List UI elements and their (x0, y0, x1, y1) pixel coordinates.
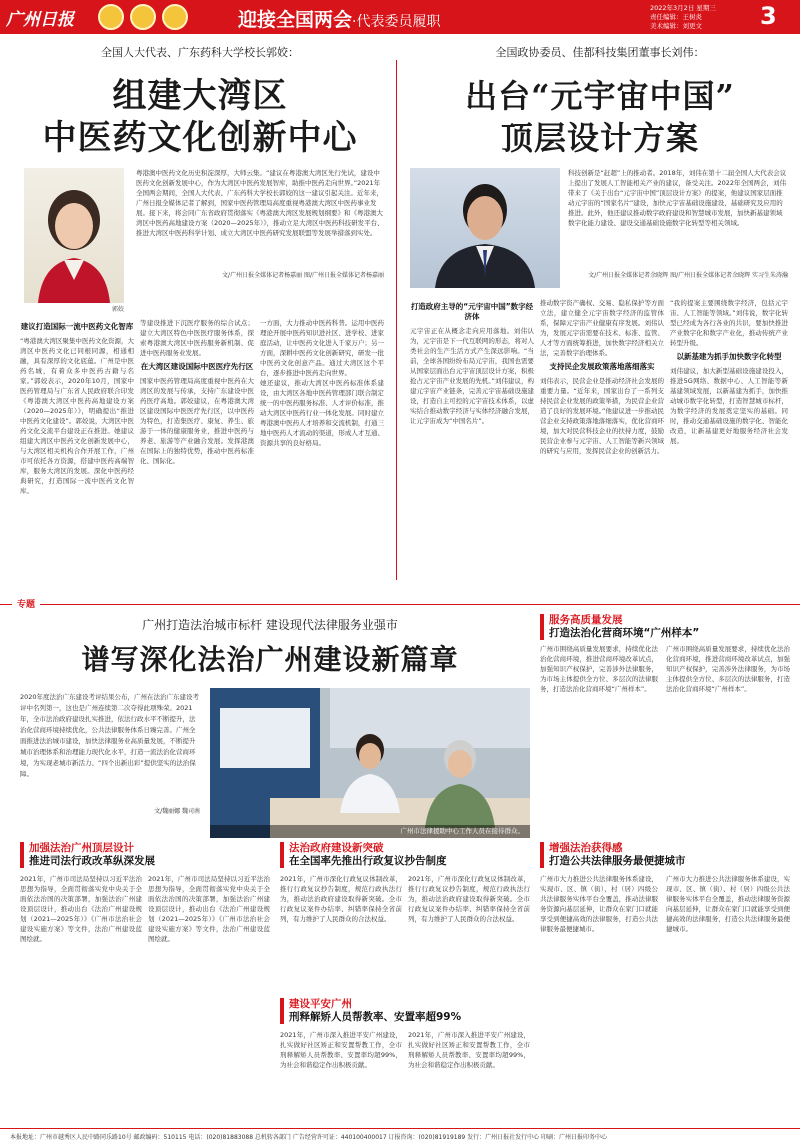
box-title-high-quality: 服务高质量发展 打造法治化营商环境“广州样本” (540, 614, 790, 640)
portrait-figure (24, 168, 124, 303)
special-kicker: 广州打造法治城市标杆 建设现代法律服务业强市 (142, 618, 398, 632)
box1-column-2: 2021年，广州市司法局坚持以习近平法治思想为指导，全面贯彻落实党中央关于全面依法治国的决策部署，加强法治广州建设顶层设计，推动出台《法治广州建设规划（2021—2025年）》《广州市法治社会建设实施方案》等文件，法治广州建设蓝图绘就。 (148, 875, 270, 943)
box3-column-2: 广州市围绕高质量发展要求，持续优化法治化营商环境，推进营商环境改革试点，加强知识产权保护，完善涉外法律服务，为市场主体提供全方位、多层次的法律服务，打造法治化营商环境“广州样本”。 (666, 645, 790, 693)
right-column-2: 推动数字资产确权、交易、隐私保护等方面立法，建立健全元宇宙数字经济的监管体系，保障元宇宙产业健康有序发展。刘伟认为，发展元宇宙需要在技术、标准、监管、人才等方面统筹推进，加快数字经济相关立法，完善数字治理体系。 支持民企发展政策落地落细落实 刘伟表示，民营企业是推动经济社会发展的重要力量。“近年来，国家出台了一系列支持民营企业发展的政策举措，为民营企业营造了良好的发展环境。”他建议进一步推动民营企业支持政策落地落细落实，优化营商环境，加大对民营科技企业的扶持力度，鼓励民营企业参与元宇宙、人工智能等新兴领域的研究与应用，发挥民营企业的创新活力。 (540, 299, 664, 455)
emblem-icon (98, 4, 124, 30)
column-divider (396, 60, 397, 580)
special-credit: 文/魏丽娜 魏司南 (154, 808, 200, 815)
box4-column-2: 2021年，广州市深入推进平安广州建设，扎实做好社区矫正和安置帮教工作，全市刑释解矫人员帮教率、安置率均超99%，为社会和谐稳定作出积极贡献。 (408, 1031, 530, 1069)
left-column-2: 等建设推进下沉医疗服务的综合试点；建立大湾区特色中医医疗服务体系，探索粤港澳大湾区中医药服务新机制、促进中医药服务业发展。 在大湾区建设国际中医医疗先行区 国家中医药管理局高度重视中医药在大湾区的发展与传承，支持广东建设中医药医疗高地。郭姣建议，在粤港澳大湾区建设国际中医医疗先行区，以中医药为特色，打造集医疗、康复、养生、旅游于一体的健康服务业，推进中医药与养老、旅游等产业融合发展。发挥港澳在国际上的独特优势，推动中医药标准化、国际化。 (140, 319, 254, 465)
left-kicker: 全国人大代表、广东药科大学校长郭姣： (101, 46, 299, 59)
left-subhead-2: 在大湾区建设国际中医医疗先行区 (140, 362, 254, 371)
box1-column-1: 2021年，广州市司法局坚持以习近平法治思想为指导，全面贯彻落实党中央关于全面依法治国的决策部署，加强法治广州建设顶层设计，推动出台《法治广州建设规划（2021—2025年）》《广州市法治社会建设实施方案》等文件，法治广州建设蓝图绘就。 (20, 875, 142, 943)
right-headline-2: 顶层设计方案 (500, 119, 699, 157)
special-section-tag: 专题 (12, 597, 40, 610)
emblem-icon (162, 4, 188, 30)
right-intro: 科技创新是“赶超”上的推动者。2018年，刘伟在第十二届全国人大代表会议上提出了发展人工智能相关产业的建议，备受关注。2022年全国两会，刘伟带来了《关于出台“元宇宙中国”顶层设计方案》的提案，他建议国家层面推动元宇宙的“国家名片”建设，加快元宇宙基础设施建设、基础研究及应用的推进。此外，他还建议推动数字政府建设和智慧城市发展，加快新基建领域数字化能力建设、建设交通基础设施数字化转型等相关领域。 (568, 169, 787, 227)
right-subhead-3: 以新基建为抓手加快数字化转型 (676, 352, 782, 361)
right-headline-1: 出台“元宇宙中国” (465, 77, 735, 115)
newspaper-logo: 广州日报 (6, 10, 74, 30)
right-subhead-2: 支持民企发展政策落地落细落实 (549, 362, 655, 371)
portrait-figure (410, 168, 560, 288)
page-number: 3 (760, 2, 777, 30)
box5-column-1: 广州市大力推进公共法律服务体系建设，实现市、区、镇（街）、村（居）四级公共法律服务实体平台全覆盖，推动法律服务资源向基层延伸，让群众在家门口就能享受到便捷高效的法律服务，打造公共法律服务最便捷城市。 (540, 875, 658, 933)
box3-column-1: 广州市围绕高质量发展要求，持续优化法治化营商环境，推进营商环境改革试点，加强知识产权保护，完善涉外法律服务，为市场主体提供全方位、多层次的法律服务，打造法治化营商环境“广州样本”。 (540, 645, 658, 693)
left-credit: 文/广州日报全媒体记者杨嘉丽 图/广州日报全媒体记者杨嘉丽 (222, 272, 384, 279)
box-title-rule-of-law-government: 法治政府建设新突破 在全国率先推出行政复议抄告制度 (280, 842, 530, 868)
right-column-3: “我的提案主要围绕数字经济，包括元宇宙、人工智能等领域。”刘伟说，数字化转型已经成为各行各业的共识，要加快推进产业数字化和数字产业化，推动传统产业转型升级。 以新基建为抓手加快数字化转型 刘伟建议，加大新型基础设施建设投入，推进5G网络、数据中心、人工智能等新基建领域发展，以新基建为抓手，加快推动城市数字化转型，打造智慧城市标杆，为数字经济的发展奠定坚实的基础。同时，推动交通基础设施的数字化、智能化改造，让新基建更好地服务经济社会发展。 (670, 299, 788, 445)
legal-aid-photo (210, 688, 530, 838)
box-title-top-level-design: 加强法治广州顶层设计 推进司法行政改革纵深发展 (20, 842, 260, 868)
box2-column-1: 2021年，广州市深化行政复议体制改革，推行行政复议抄告制度，规范行政执法行为，推动法治政府建设取得新突破。全市行政复议案件办结率、纠错率保持全省前列，有力维护了人民群众的合法权益。 (280, 875, 402, 923)
left-headline-2: 中医药文化创新中心 (42, 118, 358, 158)
emblem-icon (130, 4, 156, 30)
left-headline-1: 组建大湾区 (112, 76, 288, 116)
box-title-safe-guangzhou: 建设平安广州 刑释解矫人员帮教率、安置率超99% (280, 998, 530, 1024)
right-kicker: 全国政协委员、佳都科技集团董事长刘伟： (495, 46, 705, 59)
legal-aid-scene (210, 688, 530, 838)
two-sessions-emblems (98, 4, 218, 30)
left-column-1: 建议打造国际一流中医药文化智库 “粤港澳大湾区聚集中医药文化资源，大湾区中医药文化已同根同源，相通相融，具有深厚的文化底蕴。广州是中医药名城，有着众多中医药古籍与名家。”郭姣表示，2020年10月，国家中医药管理局与广东省人民政府联合印发《粤港澳大湾区中医药高地建设方案（2020—2025年）》，明确提出“推进中医药文化建设”。郭姣说，大湾区中医药文化交流平台建设正在推进。她建议组建大湾区中医药文化创新发展中心，与大湾区相关机构合作开展工作，广州市可依托各方资源，搭建中医药高端智库，服务大湾区的发展。深化中医药经典研究，打造国际一流中医药文化智库。 (20, 322, 134, 495)
box2-column-2: 2021年，广州市深化行政复议体制改革，推行行政复议抄告制度，规范行政执法行为，推动法治政府建设取得新突破。全市行政复议案件办结率、纠错率保持全省前列，有力维护了人民群众的合法权益。 (408, 875, 530, 923)
left-intro: 粤港澳中医药文化历史积淀深厚，大师云集。“建议在粤港澳大湾区先行先试，建设中医药文化创新发展中心，作为大湾区中医药发展智库，助推中医药走向世界。”2021年全国两会期间，全国人大代表、广东药科大学校长郭姣的这一建议引起关注。近年来，广州日报全媒体记者了解到，国家中医药管理局高度重视粤港澳大湾区中医药事业发展。接下来，将会同广东省政府贯彻落实《粤港澳大湾区发展规划纲要》和《粤港澳大湾区中医药高地建设方案（2020—2025年）》，推动立足大湾区中医药科技研发平台、推进大湾区中医药科学计划、成立大湾区中医药研究发展联盟等发展举措落到实处。 (136, 169, 384, 237)
box5-column-2: 广州市大力推进公共法律服务体系建设，实现市、区、镇（街）、村（居）四级公共法律服务实体平台全覆盖，推动法律服务资源向基层延伸，让群众在家门口就能享受到便捷高效的法律服务，打造公共法律服务最便捷城市。 (666, 875, 790, 933)
left-subhead-1: 建议打造国际一流中医药文化智库 (20, 322, 134, 331)
photo-caption: 郭姣 (111, 306, 124, 313)
masthead-bar (0, 0, 800, 34)
right-subhead-1: 打造政府主导的“元宇宙中国”数字经济体 (410, 302, 534, 321)
page-footer: 本报地址：广州市越秀区人民中路同乐路10号 邮政编码：510115 电话：(020)81883088 总机转各部门 广告经营许可证：440100400017 订报咨询：(020)81919189 发行：广州日报社发行中心 印刷：广州日报印务中心 (0, 1128, 800, 1143)
photo-caption: 广州市法律援助中心工作人员在接待群众。 (210, 825, 530, 838)
right-column-1: 打造政府主导的“元宇宙中国”数字经济体 元宇宙正在从概念走向应用落地。刘伟认为，元宇宙是下一代互联网的形态，将对人类社会的生产生活方式产生深远影响。“当前，全球各国纷纷布局元宇宙，我国也需要从国家层面出台元宇宙顶层设计方案，积极抢占元宇宙产业发展的先机。”刘伟建议，构建元宇宙产业链条，完善元宇宙基础设施建设，打造自主可控的元宇宙技术体系，以虚实结合推动数字经济与实体经济融合发展，让元宇宙成为“中国名片”。 (410, 302, 534, 425)
section-slogan: 迎接全国两会·代表委员履职 (238, 9, 441, 31)
special-intro: 2020年度法治广东建设考评结果公布，广州在法治广东建设考评中名列第一，这也是广州连续第二次夺得此项殊荣。2021年，全市法治政府建设扎实推进，依法行政水平不断提升，法治化营商环境持续优化，公共法律服务体系日臻完善。广州全面推进法治城市建设，加快法律服务业高质量发展，不断提升城市治理体系和治理能力现代化水平，打造一流法治化营商环境，为实现老城市新活力、“四个出新出彩”提供坚实的法治保障。 (20, 693, 200, 778)
box-title-public-legal-service: 增强法治获得感 打造公共法律服务最便捷城市 (540, 842, 790, 868)
special-headline: 谱写深化法治广州建设新篇章 (81, 643, 459, 676)
right-credit: 文/广州日报全媒体记者余晓辉 图/广州日报全媒体记者余晓辉 实习生朱涛瀚 (588, 272, 788, 279)
portrait-photo-guo-jiao (24, 168, 124, 303)
special-section-rule (0, 604, 800, 605)
portrait-photo-liu-wei (410, 168, 560, 288)
left-column-3: 一方面，大力推动中医药科普。运用中医药理论开展中医药知识进社区、进学校、进家庭活动，让中医药文化进入千家万户；另一方面，深耕中医药文化创新研究，研发一批中医药文化创意产品。通过大湾区这个平台，逐步推进中医药走向世界。 她还建议，推动大湾区中医药标准体系建设，由大湾区各地中医药管理部门联合制定统一的中医药服务标准、人才评价标准，推动大湾区中医药行业一体化发展。同时建立粤港澳中医药人才培养和交流机制，打通三地中医药人才流动的渠道，形成人才互通、资源共享的良好格局。 (260, 319, 384, 447)
box4-column-1: 2021年，广州市深入推进平安广州建设，扎实做好社区矫正和安置帮教工作，全市刑释解矫人员帮教率、安置率均超99%，为社会和谐稳定作出积极贡献。 (280, 1031, 402, 1069)
issue-info: 2022年3月2日 星期三 责任编辑：王树炎 美术编辑：刘更文 (650, 4, 716, 30)
